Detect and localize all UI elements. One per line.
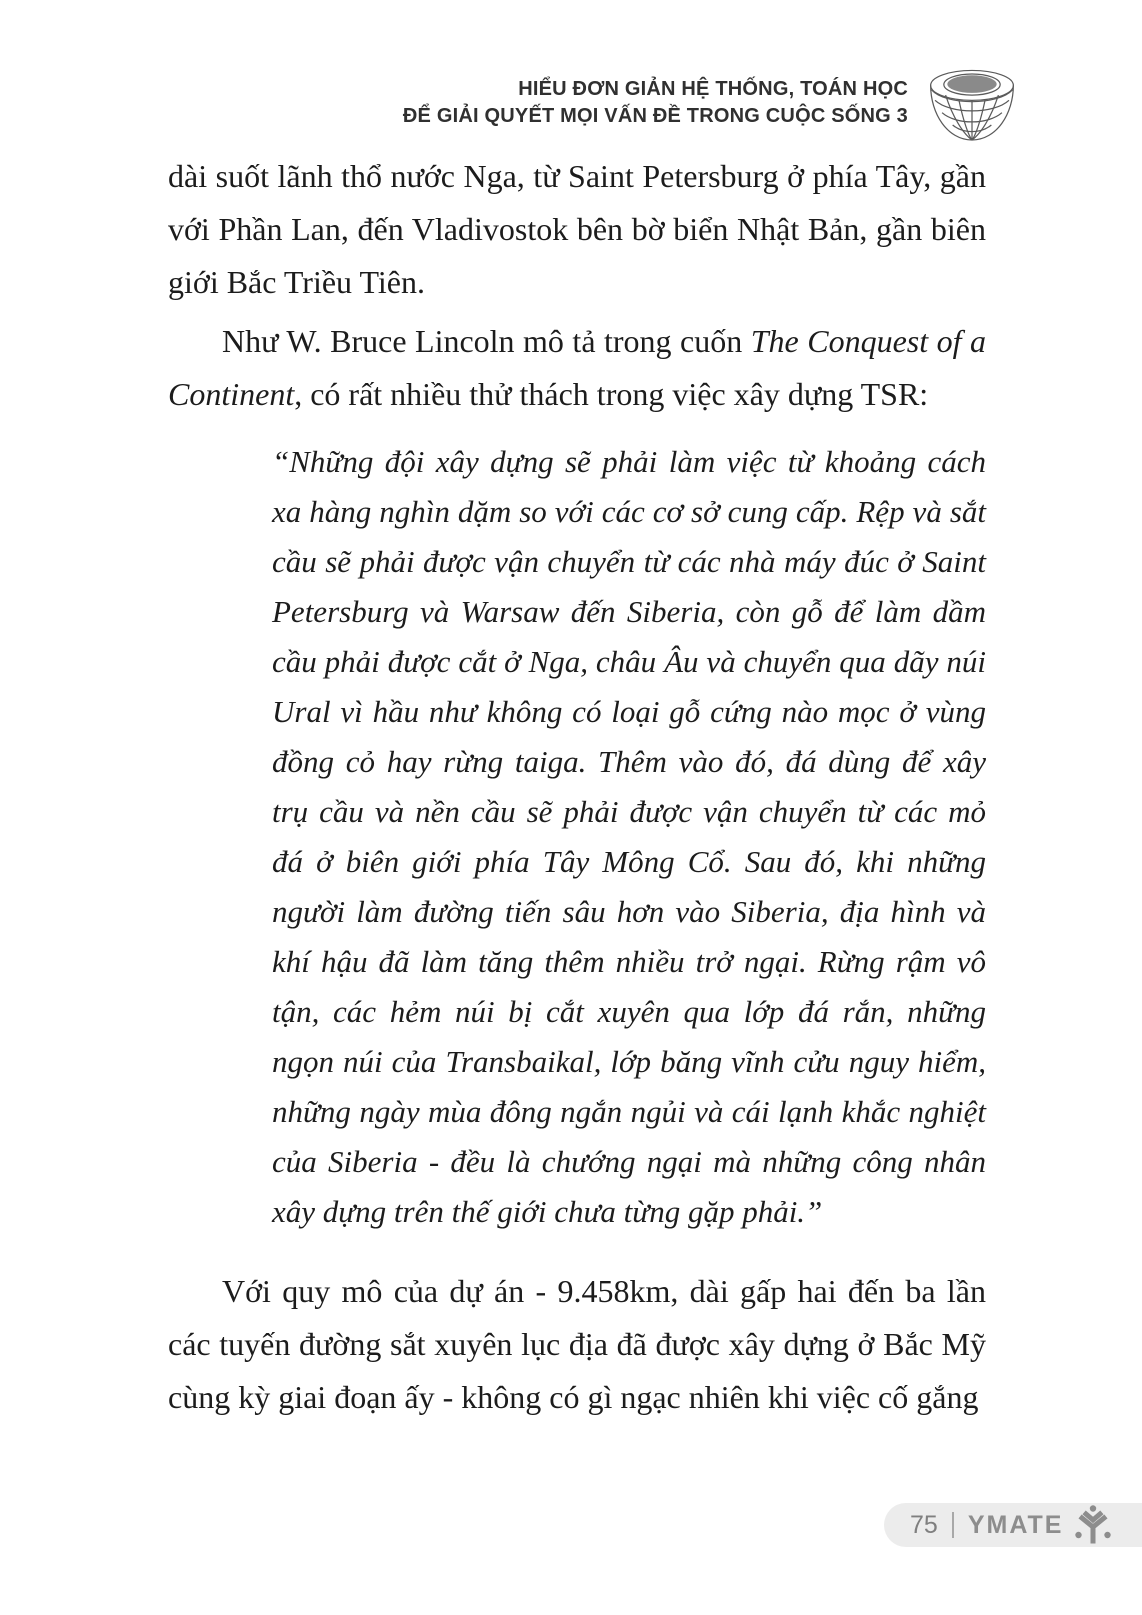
page-number: 75 [910,1510,938,1539]
running-head-line2: ĐỂ GIẢI QUYẾT MỌI VẤN ĐỀ TRONG CUỘC SỐNG 3 [402,105,908,127]
book-title-italic: The Conquest of a Continent [168,323,987,412]
page-body [168,150,986,1430]
globe-grid-icon [928,62,1016,144]
paragraph-intro-tail: , có rất nhiều thử thách trong việc xây dựng TSR: [294,376,929,412]
ymate-logo-icon [1073,1505,1113,1545]
running-head [403,76,908,130]
paragraph-closing: Với quy mô của dự án - 9.458km, dài gấp hai đến ba lần các tuyến đường sắt xuyên lục địa đã được xây dựng ở Bắc Mỹ cùng kỳ giai đoạn ấy - không có gì ngạc nhiên khi việc cố gắng [168,1273,986,1415]
block-quote: “Những đội xây dựng sẽ phải làm việc từ khoảng cách xa hàng nghìn dặm so với các cơ sở cung cấp. Rệp và sắt cầu sẽ phải được vận chuyển từ các nhà máy đúc ở Saint Petersburg và Warsaw đến Siberia, còn gỗ để làm dầm cầu phải được cắt ở Nga, châu Âu và chuyển qua dãy núi Ural vì hầu như không có loại gỗ cứng nào mọc ở vùng đồng cỏ hay rừng taiga. Thêm vào đó, đá dùng để xây trụ cầu và nền cầu sẽ phải được vận chuyển từ các mỏ đá ở biên giới phía Tây Mông Cổ. Sau đó, khi những người làm đường tiến sâu hơn vào Siberia, địa hình và khí hậu đã làm tăng thêm nhiều trở ngại. Rừng rậm vô tận, các hẻm núi bị cắt xuyên qua lớp đá rắn, những ngọn núi của Transbaikal, lớp băng vĩnh cửu nguy hiểm, những ngày mùa đông ngắn ngủi và cái lạnh khắc nghiệt của Siberia - đều là chướng ngại mà những công nhân xây dựng trên thế giới chưa từng gặp phải.” [272,444,986,1229]
footer-divider [952,1512,954,1538]
paragraph-intro [168,315,986,421]
paragraph-continuation: dài suốt lãnh thổ nước Nga, từ Saint Petersburg ở phía Tây, gần với Phần Lan, đến Vladivostok bên bờ biển Nhật Bản, gần biên giới Bắc Triều Tiên. [168,158,986,300]
paragraph-intro-text: Như W. Bruce Lincoln mô tả trong cuốn [222,323,751,359]
footer-pill [884,1503,1142,1547]
brand-name: YMATE [967,1510,1064,1539]
running-head-line1: HIỂU ĐƠN GIẢN HỆ THỐNG, TOÁN HỌC [518,78,908,100]
page-header [403,62,1016,144]
